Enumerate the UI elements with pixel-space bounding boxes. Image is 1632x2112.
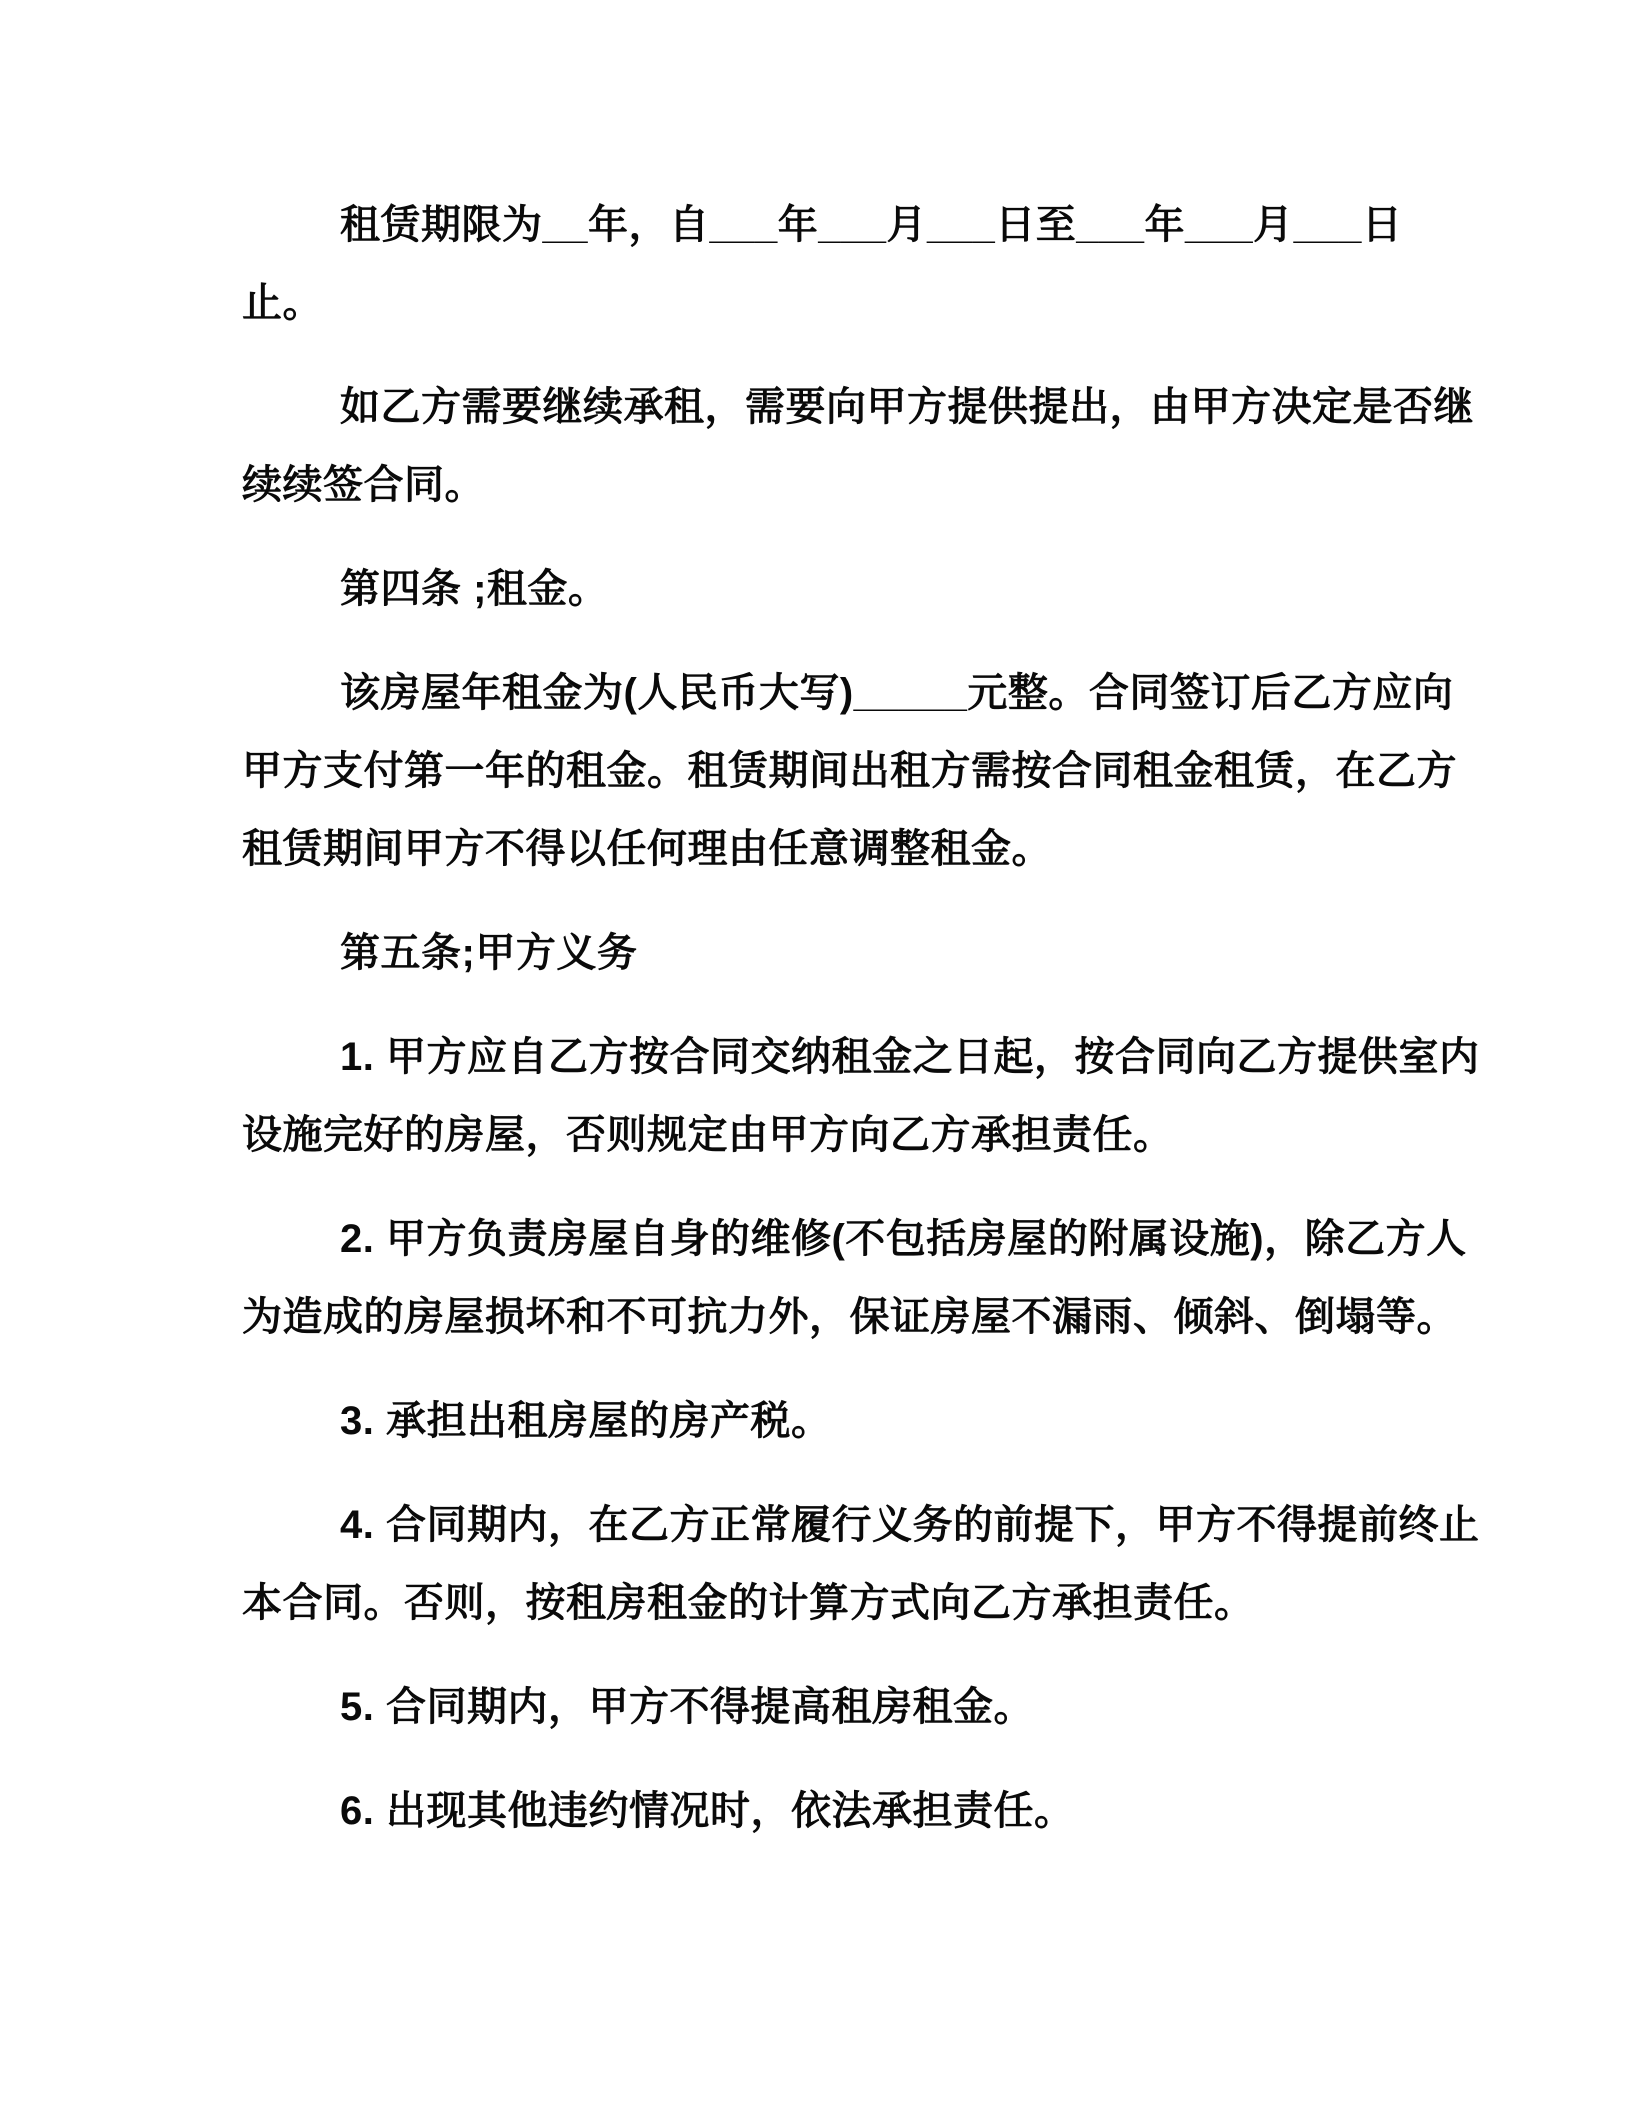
article-4-heading xyxy=(242,550,1392,628)
text-line: 续续签合同。 xyxy=(242,463,485,507)
text-line: 2. 甲方负责房屋自身的维修(不包括房屋的附属设施)，除乙方人 xyxy=(340,1217,1467,1261)
party-a-obligation-1 xyxy=(242,1018,1480,1174)
text-line: 5. 合同期内，甲方不得提高租房租金。 xyxy=(340,1685,1034,1729)
party-a-obligation-6 xyxy=(242,1772,1392,1850)
text-line: 为造成的房屋损坏和不可抗力外，保证房屋不漏雨、倾斜、倒塌等。 xyxy=(242,1295,1457,1339)
heading-line: 第五条;甲方义务 xyxy=(340,931,638,975)
party-a-obligation-3 xyxy=(242,1382,1392,1460)
party-a-obligation-4 xyxy=(242,1486,1480,1642)
text-line: 如乙方需要继续承租，需要向甲方提供提出，由甲方决定是否继 xyxy=(340,385,1474,429)
text-line: 设施完好的房屋，否则规定由甲方向乙方承担责任。 xyxy=(242,1113,1174,1157)
text-line: 3. 承担出租房屋的房产税。 xyxy=(340,1399,832,1443)
contract-text-block xyxy=(242,186,1480,1876)
text-line: 止。 xyxy=(242,281,323,325)
text-line: 6. 出现其他违约情况时，依法承担责任。 xyxy=(340,1789,1075,1833)
text-line: 租赁期间甲方不得以任何理由任意调整租金。 xyxy=(242,827,1052,871)
text-line: 该房屋年租金为(人民币大写)_____元整。合同签订后乙方应向 xyxy=(340,671,1454,715)
text-line: 甲方支付第一年的租金。租赁期间出租方需按合同租金租赁，在乙方 xyxy=(242,749,1457,793)
heading-line: 第四条 ;租金。 xyxy=(340,567,609,611)
text-line: 本合同。否则，按租房租金的计算方式向乙方承担责任。 xyxy=(242,1581,1255,1625)
lease-term-clause xyxy=(242,186,1403,342)
renewal-clause xyxy=(242,368,1474,524)
text-line: 4. 合同期内，在乙方正常履行义务的前提下，甲方不得提前终止 xyxy=(340,1503,1480,1547)
rent-clause xyxy=(242,654,1457,888)
article-5-heading xyxy=(242,914,1392,992)
text-line: 1. 甲方应自乙方按合同交纳租金之日起，按合同向乙方提供室内 xyxy=(340,1035,1480,1079)
text-line: 租赁期限为__年，自___年___月___日至___年___月___日 xyxy=(340,203,1403,247)
party-a-obligation-2 xyxy=(242,1200,1467,1356)
party-a-obligation-5 xyxy=(242,1668,1392,1746)
